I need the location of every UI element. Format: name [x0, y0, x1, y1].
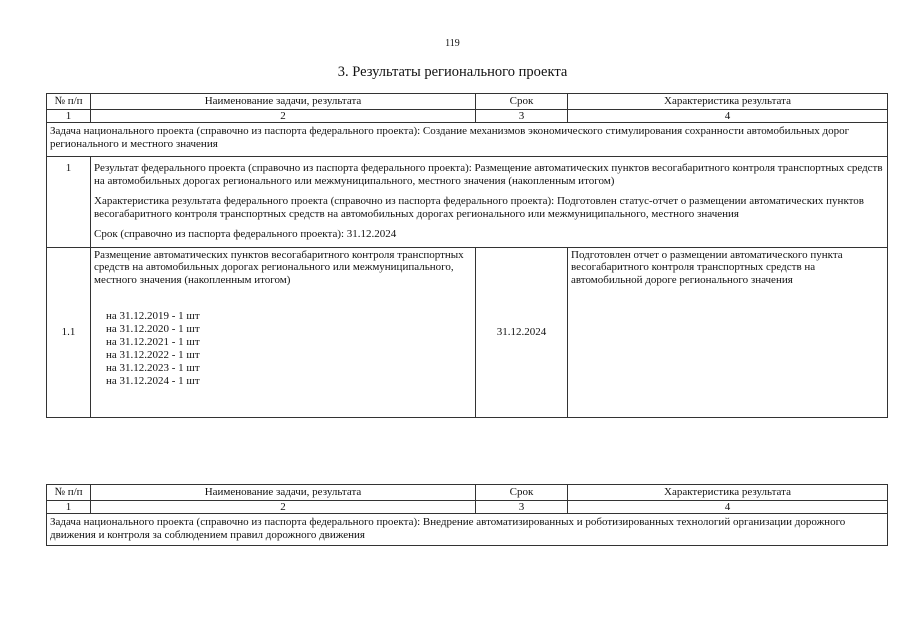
national-task: Задача национального проекта (справочно из паспорта федерального проекта): Создание механизмов экономического стимулирования сохранности автомобильных дорог регионального и местного значения	[47, 123, 888, 157]
column-number: 1	[47, 500, 91, 514]
column-number: 2	[91, 500, 476, 514]
column-number: 2	[91, 109, 476, 123]
header-term: Срок	[476, 94, 568, 110]
header-row	[47, 94, 888, 110]
header-row	[47, 485, 888, 501]
row-characteristic: Подготовлен отчет о размещении автоматического пункта весогабаритного контроля транспортных средств на автомобильной дороге регионального значения	[568, 247, 888, 417]
list-item: на 31.12.2023 - 1 шт	[106, 362, 200, 374]
list-item: на 31.12.2024 - 1 шт	[106, 375, 200, 387]
column-number: 1	[47, 109, 91, 123]
list-item: на 31.12.2021 - 1 шт	[106, 336, 200, 348]
column-number: 4	[568, 109, 888, 123]
row-name-cell	[91, 247, 476, 417]
page-number: 119	[445, 38, 460, 49]
list-item: на 31.12.2019 - 1 шт	[106, 310, 200, 322]
section-title: 3. Результаты регионального проекта	[337, 64, 568, 80]
header-num: № п/п	[47, 485, 91, 501]
result-number: 1	[47, 157, 91, 248]
column-number-row	[47, 109, 888, 123]
national-task: Задача национального проекта (справочно из паспорта федерального проекта): Внедрение автоматизированных и роботизированных технологий организации дорожного движения и контроля за соблюдением правил дорожного движения	[47, 514, 888, 546]
federal-result-row	[47, 157, 888, 248]
column-number: 3	[476, 500, 568, 514]
federal-result-block	[91, 157, 888, 248]
column-number: 3	[476, 109, 568, 123]
task-row	[47, 123, 888, 157]
federal-term: Срок (справочно из паспорта федерального проекта): 31.12.2024	[94, 228, 397, 240]
federal-result: Результат федерального проекта (справочно из паспорта федерального проекта): Размещение автоматических пунктов весогабаритного контроля транспортных средств на автомобильных дорогах регионального или межмуниципального, местного значения (накопленным итогом)	[94, 162, 883, 187]
column-number: 4	[568, 500, 888, 514]
row-term: 31.12.2024	[476, 247, 568, 417]
row-number: 1.1	[47, 247, 91, 417]
header-characteristic: Характеристика результата	[568, 94, 888, 110]
row-name: Размещение автоматических пунктов весогабаритного контроля транспортных средств на автомобильных дорогах регионального или межмуниципального, местного значения (накопленным итогом)	[94, 248, 464, 286]
header-characteristic: Характеристика результата	[568, 485, 888, 501]
federal-characteristic: Характеристика результата федерального проекта (справочно из паспорта федерального проекта): Подготовлен статус-отчет о размещении автоматических пунктов весогабаритного контроля транспортных средств на автомобильных дорогах регионального или межмуниципального, местного значения	[94, 195, 864, 220]
header-name: Наименование задачи, результата	[91, 94, 476, 110]
list-item: на 31.12.2022 - 1 шт	[106, 349, 200, 361]
item-list	[106, 310, 472, 388]
list-item: на 31.12.2020 - 1 шт	[106, 323, 200, 335]
header-name: Наименование задачи, результата	[91, 485, 476, 501]
results-table-2	[46, 484, 888, 546]
header-term: Срок	[476, 485, 568, 501]
header-num: № п/п	[47, 94, 91, 110]
task-row	[47, 514, 888, 546]
result-row	[47, 247, 888, 417]
results-table-1	[46, 93, 888, 418]
column-number-row	[47, 500, 888, 514]
